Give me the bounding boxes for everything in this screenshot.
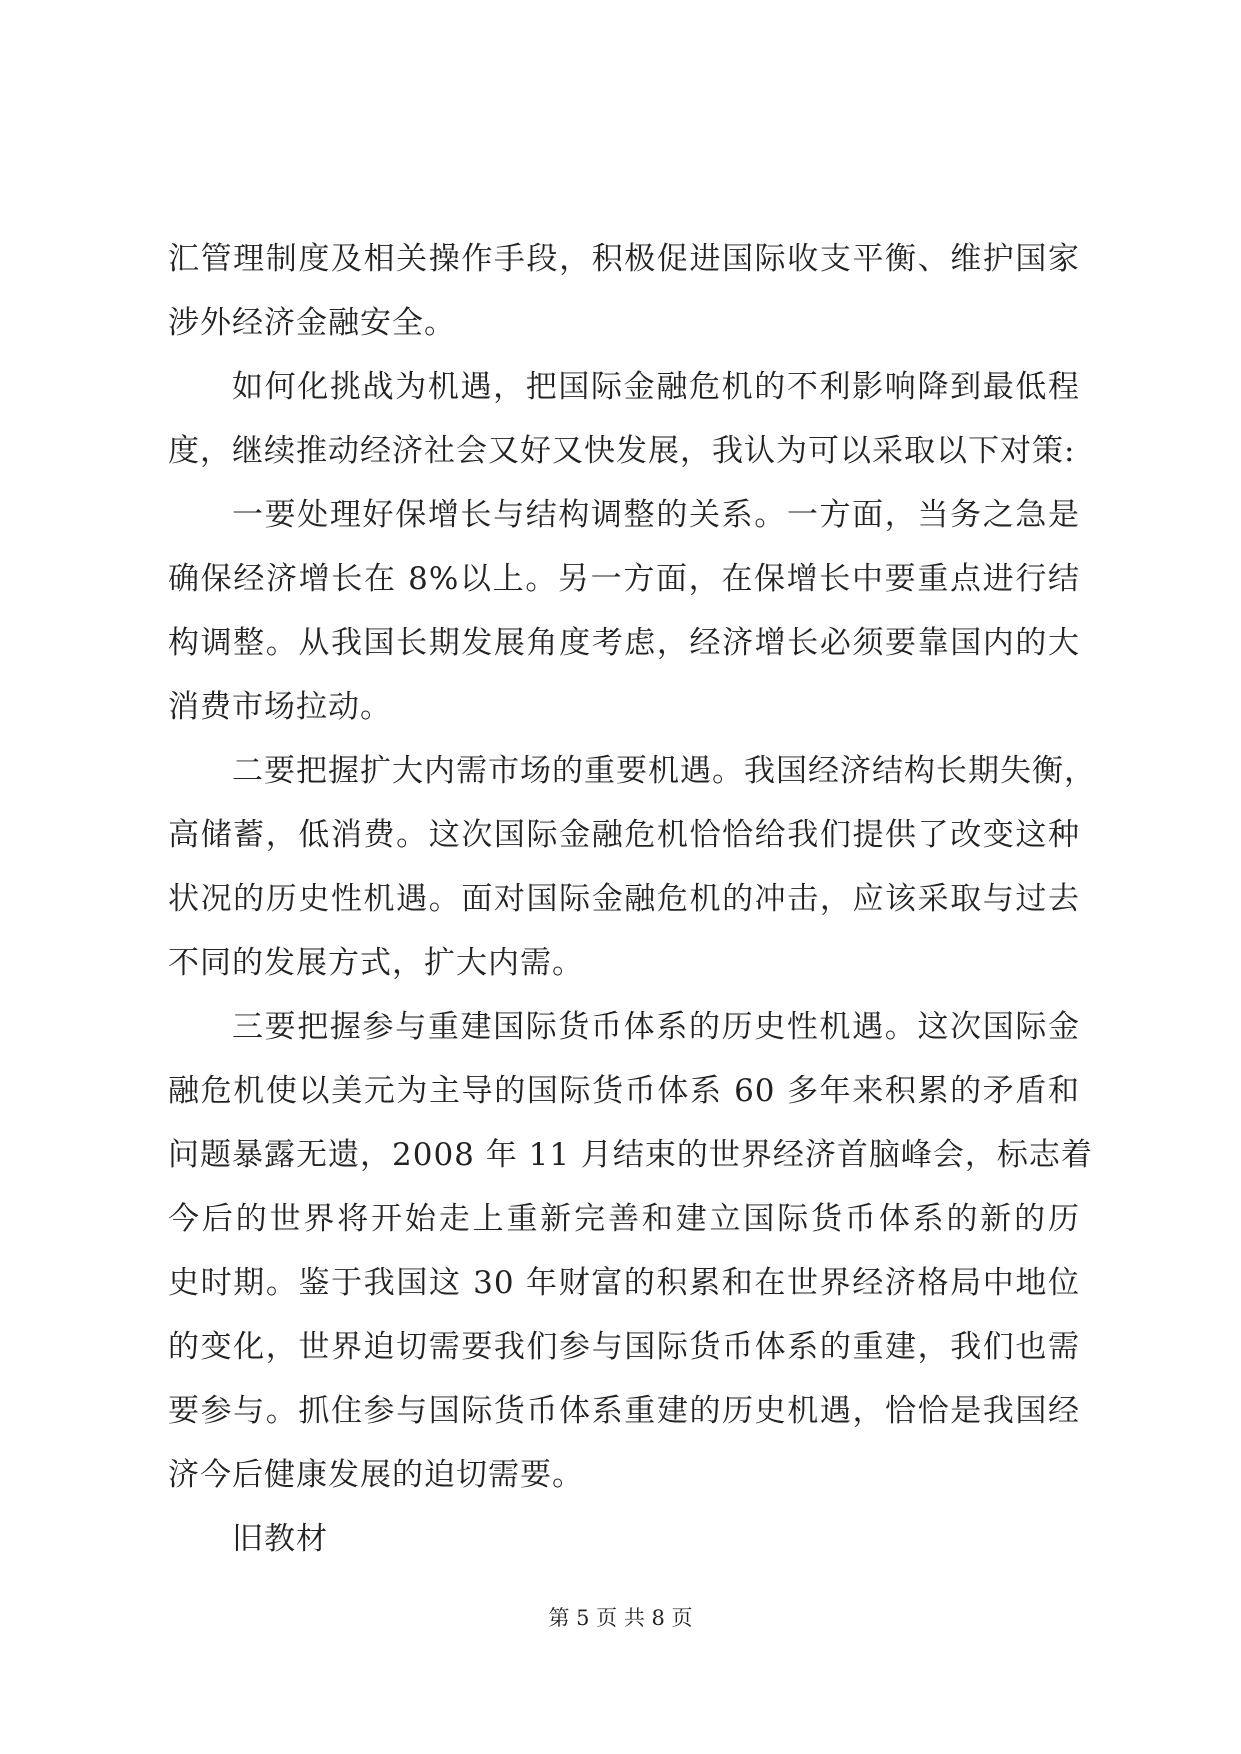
text-line: 今后的世界将开始走上重新完善和建立国际货币体系的新的历 <box>168 1201 1080 1237</box>
text-line: 高储蓄，低消费。这次国际金融危机恰恰给我们提供了改变这种 <box>168 817 1080 853</box>
text-line: 确保经济增长在 8%以上。另一方面，在保增长中要重点进行结 <box>168 561 1080 597</box>
text-line: 要参与。抓住参与国际货币体系重建的历史机遇，恰恰是我国经 <box>168 1393 1080 1429</box>
text-line: 二要把握扩大内需市场的重要机遇。我国经济结构长期失衡， <box>232 753 1096 789</box>
text-line: 不同的发展方式，扩大内需。 <box>168 945 584 981</box>
text-line: 状况的历史性机遇。面对国际金融危机的冲击，应该采取与过去 <box>168 881 1080 917</box>
page-footer: 第 5 页 共 8 页 <box>548 1606 693 1630</box>
body-text <box>168 227 1096 1571</box>
text-line: 史时期。鉴于我国这 30 年财富的积累和在世界经济格局中地位 <box>168 1265 1080 1301</box>
text-line: 涉外经济金融安全。 <box>168 305 456 341</box>
text-line: 汇管理制度及相关操作手段，积极促进国际收支平衡、维护国家 <box>168 241 1080 277</box>
text-line: 构调整。从我国长期发展角度考虑，经济增长必须要靠国内的大 <box>168 625 1080 661</box>
text-line: 问题暴露无遗，2008 年 11 月结束的世界经济首脑峰会，标志着 <box>168 1137 1093 1173</box>
text-line: 一要处理好保增长与结构调整的关系。一方面，当务之急是 <box>232 497 1080 533</box>
text-line: 度，继续推动经济社会又好又快发展，我认为可以采取以下对策: <box>168 433 1076 469</box>
text-line: 的变化，世界迫切需要我们参与国际货币体系的重建，我们也需 <box>168 1329 1080 1365</box>
text-line: 济今后健康发展的迫切需要。 <box>168 1457 584 1493</box>
text-line: 融危机使以美元为主导的国际货币体系 60 多年来积累的矛盾和 <box>168 1073 1080 1109</box>
text-line: 消费市场拉动。 <box>168 689 392 725</box>
text-line: 旧教材 <box>232 1521 328 1557</box>
text-line: 如何化挑战为机遇，把国际金融危机的不利影响降到最低程 <box>232 369 1080 405</box>
text-line: 三要把握参与重建国际货币体系的历史性机遇。这次国际金 <box>232 1009 1080 1045</box>
